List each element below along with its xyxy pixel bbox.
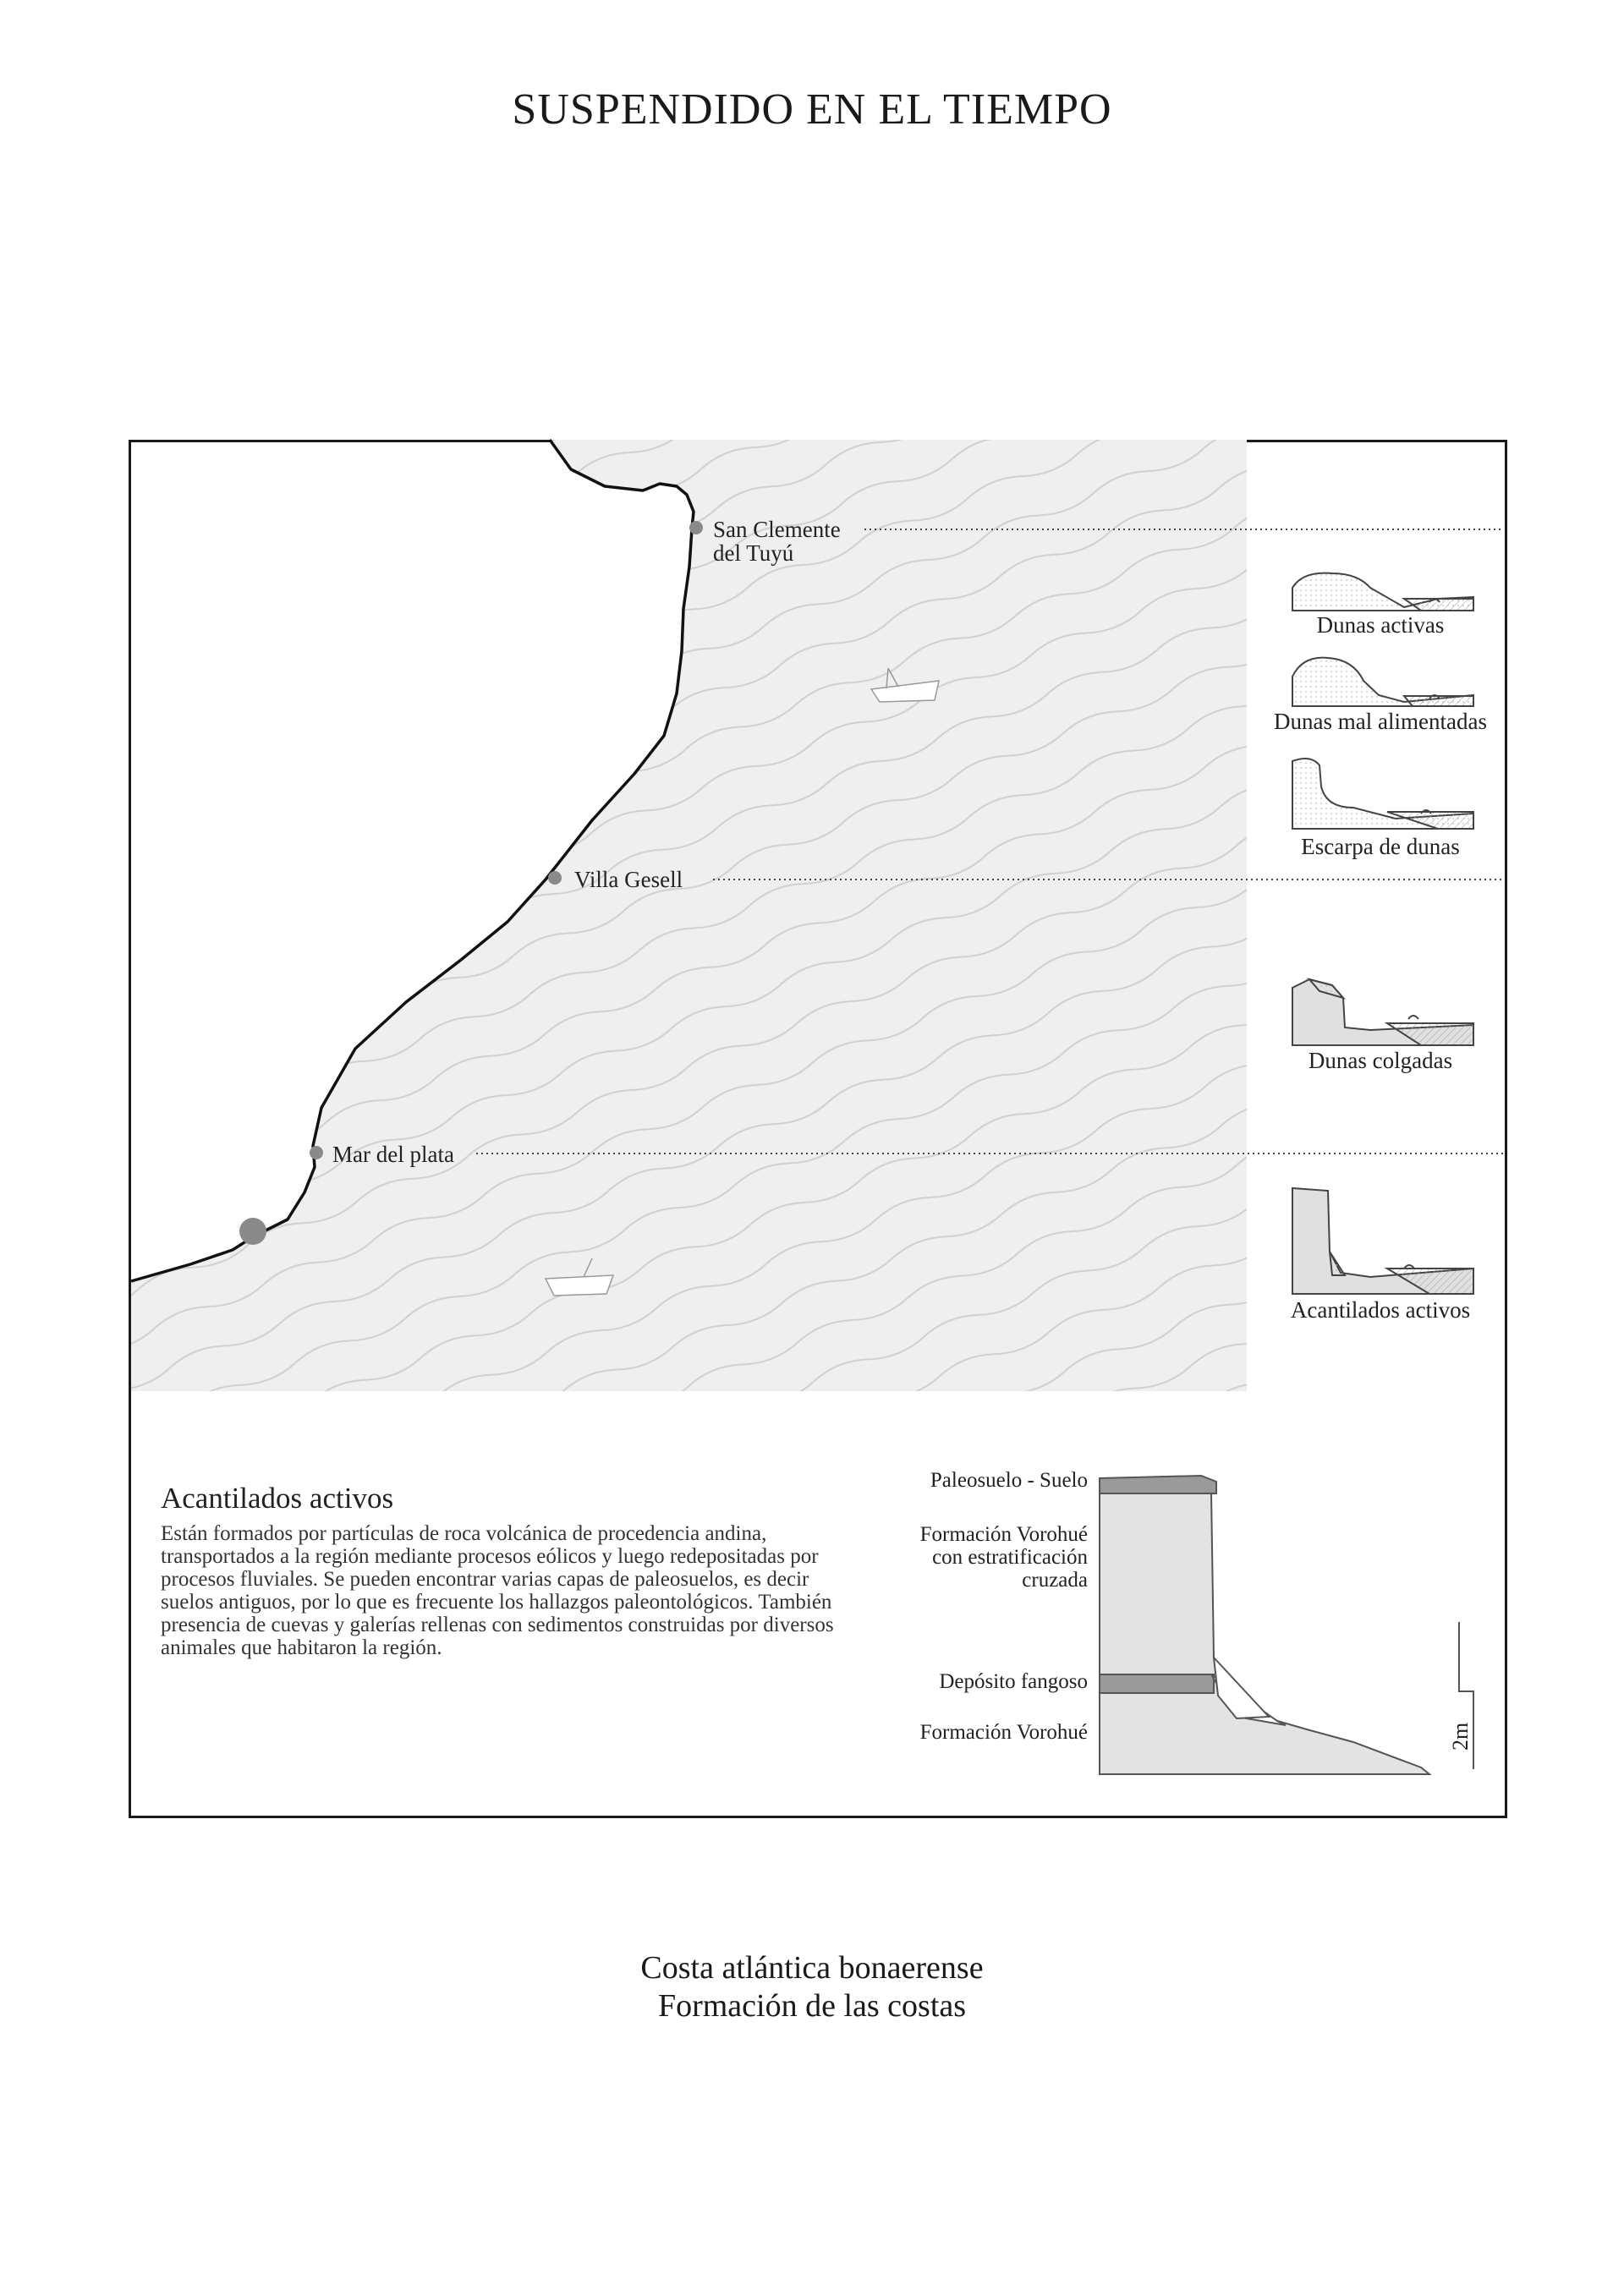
layer-label: Paleosuelo - Suelo xyxy=(930,1469,1088,1492)
city-marker xyxy=(239,1218,266,1245)
active-dunes-profile-icon xyxy=(1292,573,1473,611)
profile-label: Dunas activas xyxy=(1316,612,1445,638)
profile-label: Escarpa de dunas xyxy=(1301,834,1460,859)
info-text: Están formados por partículas de roca volcánica de procedencia andina, transportados a la región mediante procesos eólicos y luego redepositadas por procesos fluviales. Se pueden encontrar varias capas de paleosuelos, es decir suelos antiguos, por lo que es frecuente los hallazgos paleontológicos. También presencia de cuevas y galerías rellenas con sedimentos construidas por diversos animales que habitaron la región. xyxy=(161,1522,834,1659)
layer-label: Formación Vorohué xyxy=(919,1523,1088,1546)
town-marker xyxy=(548,871,562,885)
profile-label: Dunas mal alimentadas xyxy=(1274,709,1487,734)
town-marker xyxy=(689,521,703,534)
caption-line-1: Costa atlántica bonaerense xyxy=(640,1950,984,1986)
profile-label: Acantilados activos xyxy=(1290,1297,1471,1323)
dune-escarpment-profile-icon xyxy=(1292,759,1473,829)
town-label: Mar del plata xyxy=(332,1142,454,1167)
page-title: SUSPENDIDO EN EL TIEMPO xyxy=(512,85,1112,134)
town-marker xyxy=(310,1146,323,1159)
town-label: del Tuyú xyxy=(713,540,794,566)
info-title: Acantilados activos xyxy=(161,1482,394,1515)
cliff-cross-section xyxy=(1100,1476,1429,1774)
poorly-fed-dunes-profile-icon xyxy=(1292,658,1473,706)
profile-label: Dunas colgadas xyxy=(1308,1048,1453,1073)
sea-waves xyxy=(131,440,1247,1391)
town-label: San Clemente xyxy=(713,517,841,542)
scale-label: 2m xyxy=(1448,1722,1473,1751)
town-label: Villa Gesell xyxy=(574,867,683,892)
active-cliffs-profile-icon xyxy=(1292,1188,1473,1294)
caption-line-2: Formación de las costas xyxy=(657,1988,967,2024)
layer-label: con estratificación xyxy=(932,1546,1088,1569)
layer-label: cruzada xyxy=(1022,1569,1088,1592)
layer-label: Formación Vorohué xyxy=(919,1721,1088,1744)
hanging-dunes-profile-icon xyxy=(1292,979,1473,1045)
layer-label: Depósito fangoso xyxy=(939,1670,1088,1693)
